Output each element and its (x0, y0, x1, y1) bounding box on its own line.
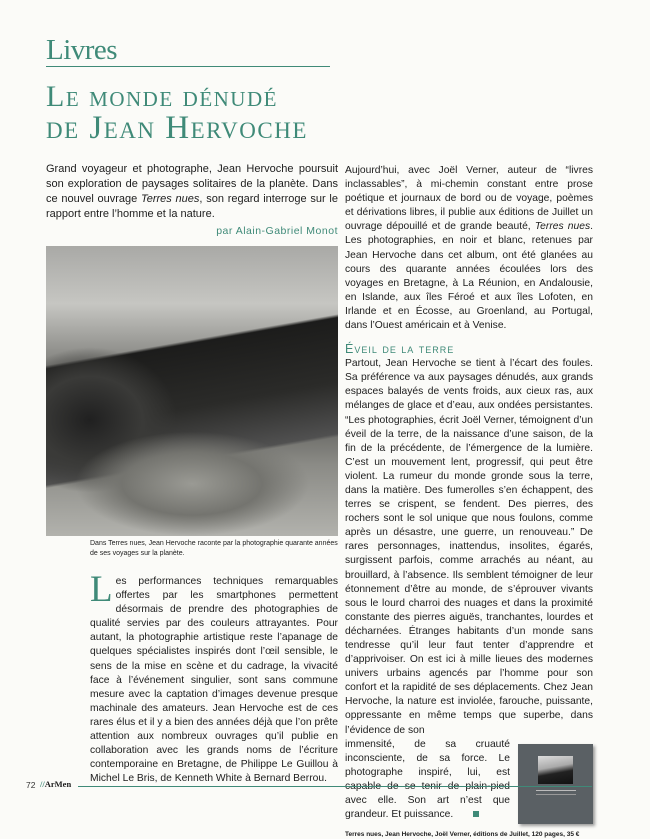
p2-end-text: immensité, de sa cruauté inconsciente, de sa force. Le photographe inspiré, lui, est avec elle. Son art n’est que grandeur. Et puissance. (345, 738, 510, 821)
article-intro (46, 162, 338, 222)
p1-text-1: Aujourd’hui, avec Joël Verner, auteur de “livres inclassables”, à mi-chemin constant entre prose poétique et journaux de bord ou de voyage, poèmes et dérivations libres, il publie aux éditions de Juillet un ouvrage dépouillé et de grande beauté, (345, 165, 593, 233)
p1-book-title: Terres nues (534, 221, 591, 233)
p1-text-2: . Les photographies, en noir et blanc, retenues par Jean Hervoche dans cet album, ont été glanées au cours des quarante années écoulées lors des voyages en Bretagne, à La Réunion, en Andalousie, en Islande, aux îles Féroé et aux îles Lofoten, en Irlande et en Écosse, au Groenland, au Portugal, dans l’Ouest américain et à Venise. (345, 221, 593, 332)
footer-divider (78, 786, 592, 787)
article-title-line2: de Jean Hervoche (46, 110, 308, 146)
book-cover-photo (538, 756, 573, 784)
byline: par Alain-Gabriel Monot (216, 225, 338, 237)
magazine-logo (40, 779, 71, 789)
book-credit: Terres nues, Jean Hervoche, Joël Verner, éditions de Juillet, 120 pages, 35 € (345, 831, 580, 839)
body-column-right (345, 164, 593, 839)
article-title-line1: Le monde dénudé (46, 80, 278, 113)
body-column-left (90, 569, 338, 786)
subheading: Éveil de la terre (345, 342, 455, 357)
intro-text-1: Grand voyageur et photographe, Jean Hervoche poursuit son exploration de paysages solitaires de la planète. Dans ce nouvel ouvrage (46, 163, 338, 205)
paragraph-1 (345, 164, 593, 333)
book-cover-title (536, 790, 576, 791)
section-title: Livres (46, 34, 118, 66)
drop-cap: L (90, 569, 113, 610)
article-photo (46, 246, 338, 536)
photo-caption: Dans Terres nues, Jean Hervoche raconte par la photographie quarante années de ses voyages sur la planète. (90, 540, 338, 557)
paragraph-2: Partout, Jean Hervoche se tient à l’écart des foules. Sa préférence va aux paysages dénudés, aux grands espaces balayés de vents froids, aux cieux ras, aux mélanges de glace et d’eau, aux ondées persistantes. “Les photographies, écrit Joël Verner, témoignent d’un éveil de la terre, de la naissance d’une saison, de la fin de la précédente, de l’émergence de la lumière. C’est un mouvement lent, progressif, qui peut être violent. La rumeur du monde gronde sous la terre, dans la matière. Des fumerolles s’en échappent, des terres se crispent, se fendent. Des pierres, des rochers sont le sol unique que nous foulons, comme après un désastre, une guerre, un renouveau.” De rares personnages, inattendus, insolites, égarés, surgissent parfois, comme arrachés au néant, au brouillard, à l’absence. Ils semblent témoigner de leur étonnement d’être au monde, de s’éprouver vivants sous le lourd charroi des nuages et dans la proximité constante des pierres aiguës, tranchantes, lourdes et décharnées. Étranges habitants d’un monde sans tendresse qu’il leur faut tenter d’apprendre et d’apprivoiser. On est ici à mille lieues des modernes univers urbains agencés par l’homme pour son confort et la rapidité de ses déplacements. Chez Jean Hervoche, la nature est inviolée, farouche, puissante, oppressante en même temps que superbe, dans l’évidence de son (345, 358, 593, 736)
logo-slash-icon: // (40, 779, 45, 789)
section-divider (46, 66, 330, 67)
intro-book-title: Terres nues (141, 193, 200, 205)
magazine-name: ArMen (44, 779, 72, 789)
page-number: 72 (26, 780, 36, 790)
intro-text-2: , son regard interroge sur le rapport entre l’homme et la nature. (46, 193, 338, 220)
end-mark-icon (473, 811, 479, 817)
body-left-text: es performances techniques remarquables offertes par les smartphones permettent désormais de prendre des photographies de qualité servies par des couleurs attrayantes. Pour autant, la photographie artistique reste l’apanage de quelques spécialistes inspirés dont l’œil sensible, le sens de la mise en scène et du cadrage, la vivacité face à l’événement singulier, sont sans commune mesure avec la captation d’images devenue presque machinale des amateurs. Jean Hervoche est de ces rares élus et il y a bien des années déjà que l’on prête attention aux nombreux ouvrages qu’il publie en collaboration avec les grands noms de l’écriture contemporaine en Bretagne, de Philippe Le Guillou à Michel Le Bris, de Kenneth White à Bernard Berrou. (90, 576, 338, 785)
column-left (46, 162, 338, 786)
